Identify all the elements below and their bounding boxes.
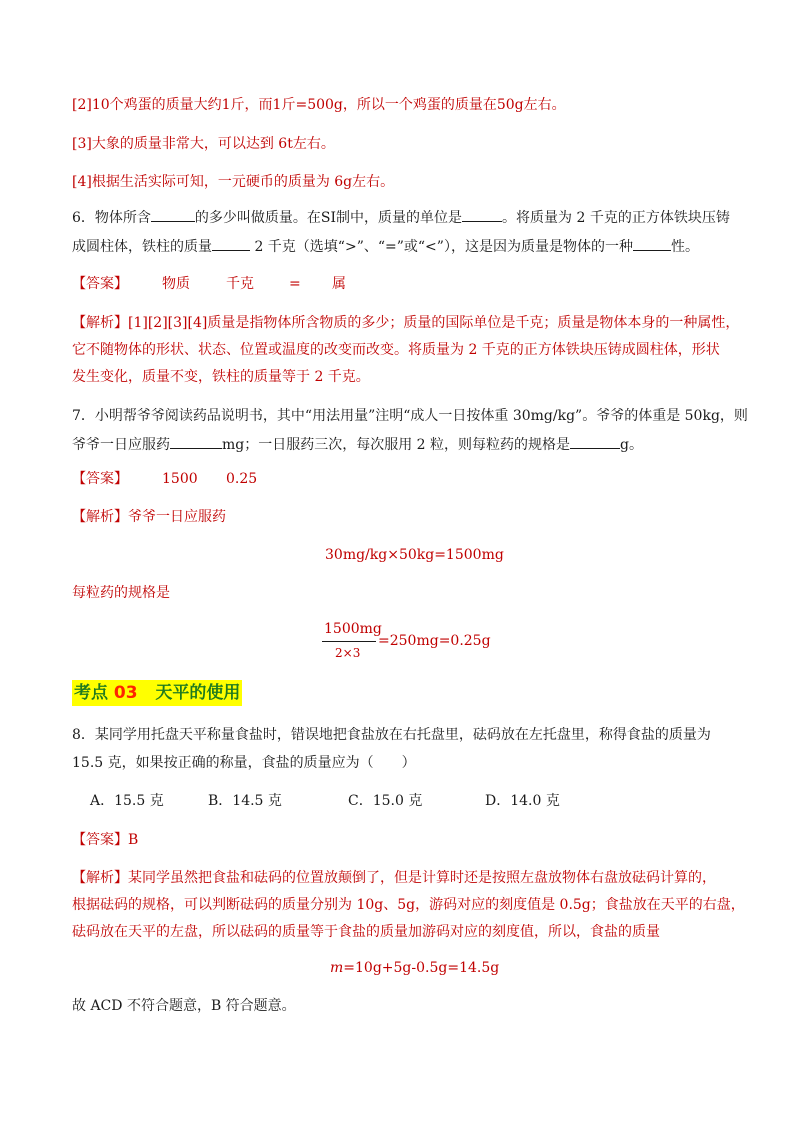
- explanation-line-4: [4]根据生活实际可知，一元硬币的质量为 6g左右。: [72, 174, 395, 190]
- q8-analysis-line-3: 砝码放在天平的左盘，所以砝码的质量等于食盐的质量加游码对应的刻度值，所以，食盐的质量: [72, 924, 660, 940]
- q6-analysis-tag: 【解析】: [72, 315, 128, 331]
- q6-blank-3: [212, 236, 250, 251]
- q7-analysis-1: 爷爷一日应服药: [128, 509, 226, 525]
- explanation-line-3: [3]大象的质量非常大，可以达到 6t左右。: [72, 136, 335, 152]
- q7-analysis-line-1: [72, 507, 226, 527]
- q6-blank-2: [462, 207, 502, 222]
- heading-title: 天平的使用: [143, 683, 241, 703]
- q8-formula-rest: =10g+5g-0.5g=14.5g: [343, 960, 500, 976]
- q6-text-f: 性。: [670, 239, 699, 255]
- q6-answer-2: 千克: [226, 276, 254, 292]
- q6-answer-tag: 【答案】: [72, 276, 128, 292]
- q7-answer-1: 1500: [162, 471, 198, 487]
- q8-analysis-tag: 【解析】: [72, 870, 128, 886]
- section-heading: [72, 680, 242, 706]
- heading-prefix: 考点: [74, 683, 108, 703]
- explanation-line-2: [2]10个鸡蛋的质量大约1斤，而1斤=500g，所以一个鸡蛋的质量在50g左右。: [72, 97, 566, 113]
- q8-option-a: A．15.5 克: [90, 793, 164, 809]
- q6-answer-1: 物质: [162, 276, 190, 292]
- q7-blank-2: [570, 434, 620, 449]
- q8-option-b: B．14.5 克: [208, 793, 282, 809]
- q6-answer-3: =: [289, 276, 301, 292]
- q8-analysis-line-2: 根据砝码的规格，可以判断砝码的质量分别为 10g、5g，游码对应的刻度值是 0.5g；食盐放在天平的右盘，: [72, 897, 745, 913]
- q6-blank-1: [151, 207, 195, 222]
- q8-formula-var: m: [330, 960, 344, 976]
- q7-text-c: g。: [620, 437, 644, 453]
- q8-option-c: C．15.0 克: [348, 793, 423, 809]
- q7-fraction-denominator: 2×3: [335, 646, 361, 660]
- q6-analysis-line-1: [72, 313, 739, 333]
- q6-line-2: [72, 236, 699, 257]
- q6-answer-4: 属: [332, 276, 346, 292]
- q8-line-2: 15.5 克，如果按正确的称量，食盐的质量应为（ ）: [72, 755, 416, 771]
- q6-text-d: 成圆柱体，铁柱的质量: [72, 239, 212, 255]
- q7-answer-line: [72, 469, 128, 489]
- heading-number: 03: [108, 683, 144, 703]
- q6-analysis-line-2: 它不随物体的形状、状态、位置或温度的改变而改变。将质量为 2 千克的正方体铁块压铸成圆柱体，形状: [72, 342, 720, 358]
- q7-line-2: [72, 434, 643, 455]
- q6-text-b: 的多少叫做质量。在SI制中，质量的单位是: [194, 210, 463, 226]
- q7-analysis-tag: 【解析】: [72, 509, 128, 525]
- q7-fraction-formula: [322, 620, 492, 664]
- q8-option-d: D．14.0 克: [485, 793, 560, 809]
- q7-text-b: mg；一日服药三次，每次服用 2 粒，则每粒药的规格是: [222, 437, 571, 453]
- q6-answer-line: [72, 274, 128, 294]
- q7-text-a: 爷爷一日应服药: [72, 437, 170, 453]
- q8-line-1: 8．某同学用托盘天平称量食盐时，错误地把食盐放在右托盘里，砝码放在左托盘里，称得食盐的质量为: [72, 727, 711, 743]
- q7-blank-1: [170, 434, 222, 449]
- q7-fraction-result: =250mg=0.25g: [378, 633, 491, 649]
- q6-text-a: 6．物体所含: [72, 210, 151, 226]
- q6-text-e: 2 千克（选填“>”、“=”或“<”），这是因为质量是物体的一种: [250, 239, 633, 255]
- q7-answer-2: 0.25: [226, 471, 258, 487]
- q8-analysis-1: 某同学虽然把食盐和砝码的位置放颠倒了，但是计算时还是按照左盘放物体右盘放砝码计算的，: [128, 870, 716, 886]
- q6-analysis-line-3: 发生变化，质量不变，铁柱的质量等于 2 千克。: [72, 369, 370, 385]
- q6-blank-4: [633, 236, 671, 251]
- q6-text-c: 。将质量为 2 千克的正方体铁块压铸: [502, 210, 730, 226]
- q6-analysis-1: [1][2][3][4]质量是指物体所含物质的多少；质量的国际单位是千克；质量是物体本身的一种属性，: [128, 315, 740, 331]
- q7-analysis-line-2: 每粒药的规格是: [72, 585, 170, 601]
- q8-formula: [330, 958, 499, 978]
- q7-fraction-bar: [322, 641, 376, 642]
- q7-fraction-numerator: 1500mg: [324, 621, 382, 637]
- q7-answer-tag: 【答案】: [72, 471, 128, 487]
- q7-line-1: 7．小明帮爷爷阅读药品说明书，其中“用法用量”注明“成人一日按体重 30mg/kg”。爷爷的体重是 50kg，则: [72, 408, 748, 424]
- q8-answer: 【答案】B: [72, 832, 139, 848]
- q6-line-1: [72, 207, 730, 228]
- q8-analysis-line-1: [72, 868, 716, 888]
- q7-formula-1: 30mg/kg×50kg=1500mg: [325, 547, 504, 563]
- q8-conclusion: 故 ACD 不符合题意，B 符合题意。: [72, 998, 296, 1014]
